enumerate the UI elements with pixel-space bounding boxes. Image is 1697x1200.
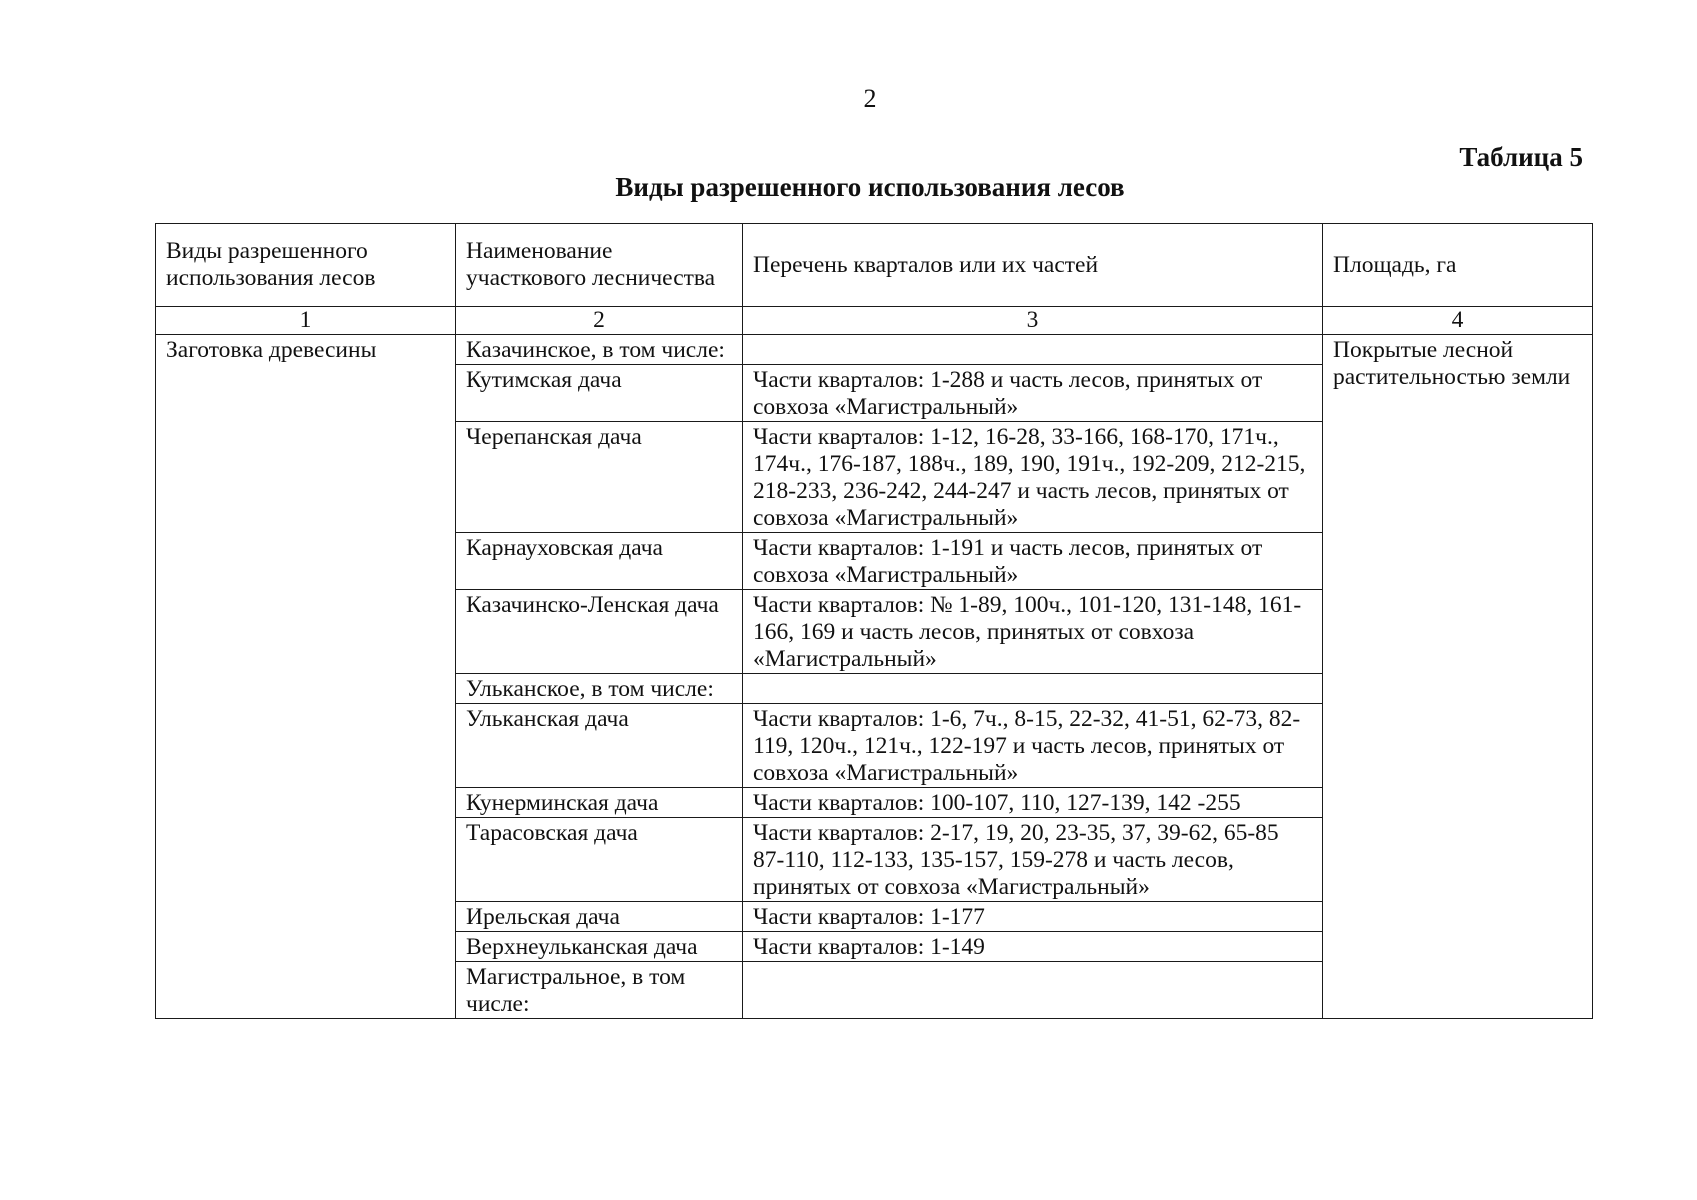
table-row — [156, 335, 1593, 365]
forestry-cell: Карнауховская дача — [456, 533, 743, 590]
forestry-cell: Казачинское, в том числе: — [456, 335, 743, 365]
forestry-cell: Кутимская дача — [456, 365, 743, 422]
forestry-cell: Магистральное, в том числе: — [456, 962, 743, 1019]
quarters-cell: Части кварталов: 1-12, 16-28, 33-166, 168-170, 171ч., 174ч., 176-187, 188ч., 189, 190, 191ч., 192-209, 212-215, 218-233, 236-242, 244-247 и часть лесов, принятых от совхоза «Магистральный» — [743, 422, 1323, 533]
quarters-cell: Части кварталов: 2-17, 19, 20, 23-35, 37, 39-62, 65-85 87-110, 112-133, 135-157, 159-278 и часть лесов, принятых от совхоза «Магистральный» — [743, 818, 1323, 902]
quarters-cell: Части кварталов: 100-107, 110, 127-139, 142 -255 — [743, 788, 1323, 818]
table-label: Таблица 5 — [1459, 142, 1583, 172]
quarters-cell: Части кварталов: 1-288 и часть лесов, принятых от совхоза «Магистральный» — [743, 365, 1323, 422]
forestry-cell: Ульканское, в том числе: — [456, 674, 743, 704]
forest-use-table — [155, 223, 1593, 1019]
quarters-cell: Части кварталов: 1-177 — [743, 902, 1323, 932]
table-header-row — [156, 224, 1593, 307]
use-type-cell: Заготовка древесины — [156, 335, 456, 1019]
header-cell-area: Площадь, га — [1323, 224, 1593, 307]
quarters-cell — [743, 335, 1323, 365]
header-cell-quarters: Перечень кварталов или их частей — [743, 224, 1323, 307]
forestry-cell: Казачинско-Ленская дача — [456, 590, 743, 674]
header-cell-use-type: Виды разрешенного использования лесов — [156, 224, 456, 307]
quarters-cell — [743, 674, 1323, 704]
column-number-row — [156, 307, 1593, 335]
quarters-cell — [743, 962, 1323, 1019]
forestry-cell: Тарасовская дача — [456, 818, 743, 902]
forestry-cell: Кунерминская дача — [456, 788, 743, 818]
forestry-cell: Ирельская дача — [456, 902, 743, 932]
column-number: 1 — [156, 307, 456, 335]
quarters-cell: Части кварталов: № 1-89, 100ч., 101-120, 131-148, 161-166, 169 и часть лесов, принятых от совхоза «Магистральный» — [743, 590, 1323, 674]
table-title: Виды разрешенного использования лесов — [615, 172, 1125, 202]
area-cell: Покрытые лесной растительностью земли — [1323, 335, 1593, 1019]
forestry-cell: Верхнеульканская дача — [456, 932, 743, 962]
quarters-cell: Части кварталов: 1-149 — [743, 932, 1323, 962]
column-number: 4 — [1323, 307, 1593, 335]
forestry-cell: Черепанская дача — [456, 422, 743, 533]
quarters-cell: Части кварталов: 1-191 и часть лесов, принятых от совхоза «Магистральный» — [743, 533, 1323, 590]
quarters-cell: Части кварталов: 1-6, 7ч., 8-15, 22-32, 41-51, 62-73, 82-119, 120ч., 121ч., 122-197 и часть лесов, принятых от совхоза «Магистральный» — [743, 704, 1323, 788]
forestry-cell: Ульканская дача — [456, 704, 743, 788]
column-number: 3 — [743, 307, 1323, 335]
header-cell-forestry: Наименование участкового лесничества — [456, 224, 743, 307]
column-number: 2 — [456, 307, 743, 335]
page-number: 2 — [863, 84, 877, 113]
